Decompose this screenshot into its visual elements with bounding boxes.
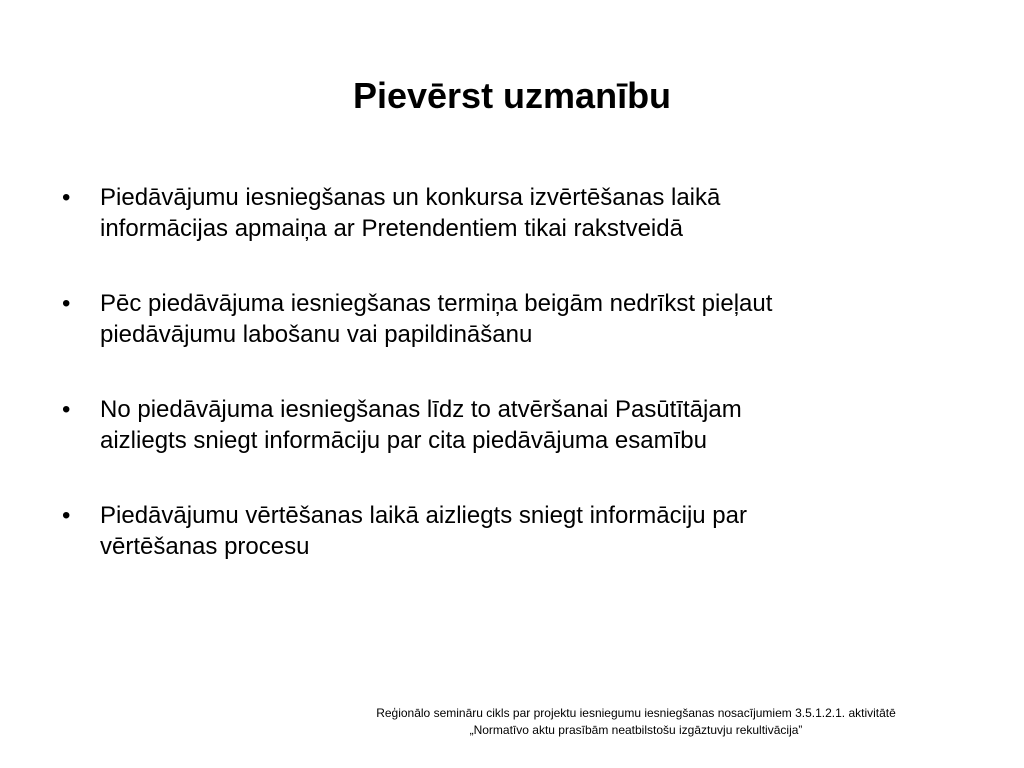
bullet-item — [62, 288, 962, 350]
bullet-item — [62, 500, 962, 562]
bullet-text-line: Piedāvājumu vērtēšanas laikā aizliegts sniegt informāciju par — [100, 502, 747, 529]
slide-title: Pievērst uzmanību — [352, 75, 672, 116]
bullet-text-line: piedāvājumu labošanu vai papildināšanu — [100, 321, 533, 348]
bullet-icon: • — [62, 184, 71, 211]
bullet-text-line: Piedāvājumu iesniegšanas un konkursa izvērtēšanas laikā — [100, 184, 721, 211]
bullet-text-line: aizliegts sniegt informāciju par cita piedāvājuma esamību — [100, 427, 707, 454]
footer-line: Reģionālo semināru cikls par projektu iesniegumu iesniegšanas nosacījumiem 3.5.1.2.1. aktivitātē — [376, 706, 896, 720]
bullet-item — [62, 182, 962, 244]
bullet-item — [62, 394, 962, 456]
bullet-icon: • — [62, 502, 71, 529]
bullet-icon: • — [62, 396, 71, 423]
footer-line: „Normatīvo aktu prasībām neatbilstošu izgāztuvju rekultivācija” — [469, 723, 803, 737]
bullet-text-line: No piedāvājuma iesniegšanas līdz to atvēršanai Pasūtītājam — [100, 396, 742, 423]
bullet-list — [62, 182, 962, 606]
bullet-text-line: Pēc piedāvājuma iesniegšanas termiņa beigām nedrīkst pieļaut — [100, 290, 773, 317]
bullet-icon: • — [62, 290, 71, 317]
bullet-text-line: informācijas apmaiņa ar Pretendentiem tikai rakstveidā — [100, 215, 683, 242]
bullet-text-line: vērtēšanas procesu — [100, 533, 310, 560]
slide-footer — [300, 705, 972, 739]
